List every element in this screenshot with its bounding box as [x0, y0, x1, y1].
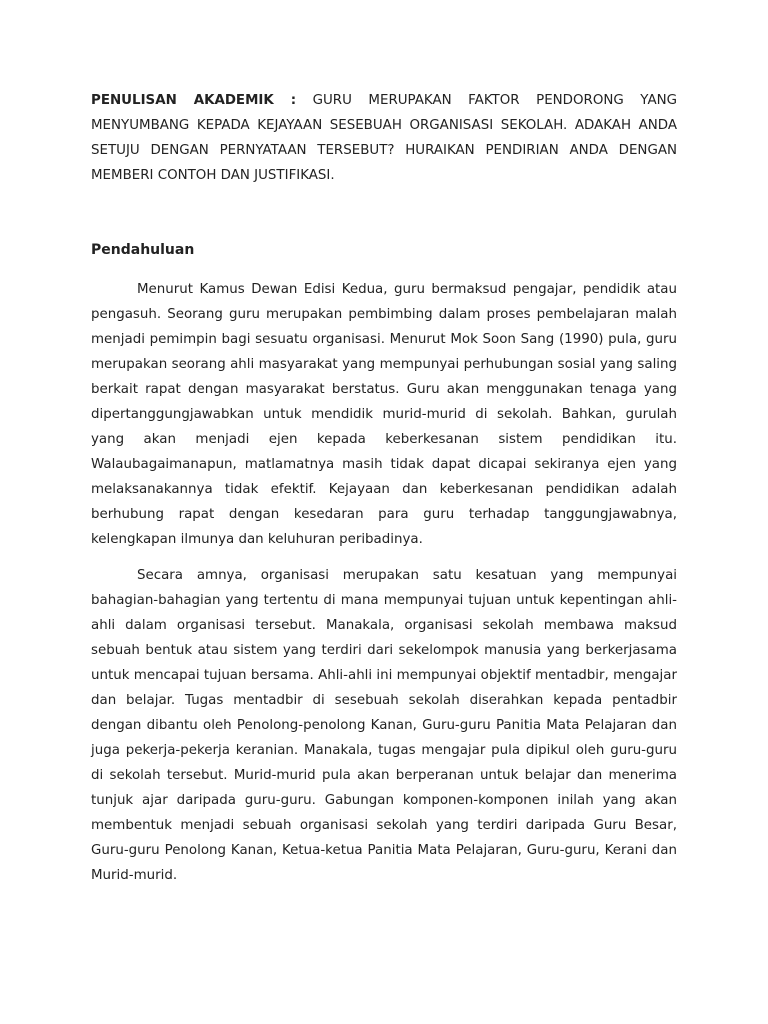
paragraph-introduction-2: Secara amnya, organisasi merupakan satu kesatuan yang mempunyai bahagian-bahagian yang tertentu di mana mempunyai tujuan untuk kepentingan ahli-ahli dalam organisasi tersebut. Manakala, organisasi sekolah membawa maksud sebuah bentuk atau sistem yang terdiri dari sekelompok manusia yang berkerjasama untuk mencapai tujuan bersama. Ahli-ahli ini mempunyai objektif mentadbir, mengajar dan belajar. Tugas mentadbir di sesebuah sekolah diserahkan kepada pentadbir dengan dibantu oleh Penolong-penolong Kanan, Guru-guru Panitia Mata Pelajaran dan juga pekerja-pekerja keranian. Manakala, tugas mengajar pula dipikul oleh guru-guru di sekolah tersebut. Murid-murid pula akan berperanan untuk belajar dan menerima tunjuk ajar daripada guru-guru. Gabungan komponen-komponen inilah yang akan membentuk menjadi sebuah organisasi sekolah yang terdiri daripada Guru Besar, Guru-guru Penolong Kanan, Ketua-ketua Panitia Mata Pelajaran, Guru-guru, Kerani dan Murid-murid. — [91, 568, 677, 883]
essay-question — [91, 88, 677, 188]
section-heading: Pendahuluan — [91, 242, 195, 258]
paragraph-introduction-1: Menurut Kamus Dewan Edisi Kedua, guru bermaksud pengajar, pendidik atau pengasuh. Seorang guru merupakan pembimbing dalam proses pembelajaran malah menjadi pemimpin bagi sesuatu organisasi. Menurut Mok Soon Sang (1990) pula, guru merupakan seorang ahli masyarakat yang mempunyai perhubungan sosial yang saling berkait rapat dengan masyarakat berstatus. Guru akan menggunakan tenaga yang dipertanggungjawabkan untuk mendidik murid-murid di sekolah. Bahkan, gurulah yang akan menjadi ejen kepada keberkesanan sistem pendidikan itu. Walaubagaimanapun, matlamatnya masih tidak dapat dicapai sekiranya ejen yang melaksanakannya tidak efektif. Kejayaan dan keberkesanan pendidikan adalah berhubung rapat dengan kesedaran para guru terhadap tanggungjawabnya, kelengkapan ilmunya dan keluhuran peribadinya. — [91, 282, 677, 547]
question-text: GURU MERUPAKAN FAKTOR PENDORONG YANG MENYUMBANG KEPADA KEJAYAAN SESEBUAH ORGANISASI SEKOLAH. ADAKAH ANDA SETUJU DENGAN PERNYATAAN TERSEBUT? HURAIKAN PENDIRIAN ANDA DENGAN MEMBERI CONTOH DAN JUSTIFIKASI. — [91, 93, 677, 183]
question-label: PENULISAN AKADEMIK : — [91, 93, 297, 108]
document-page — [91, 88, 677, 883]
